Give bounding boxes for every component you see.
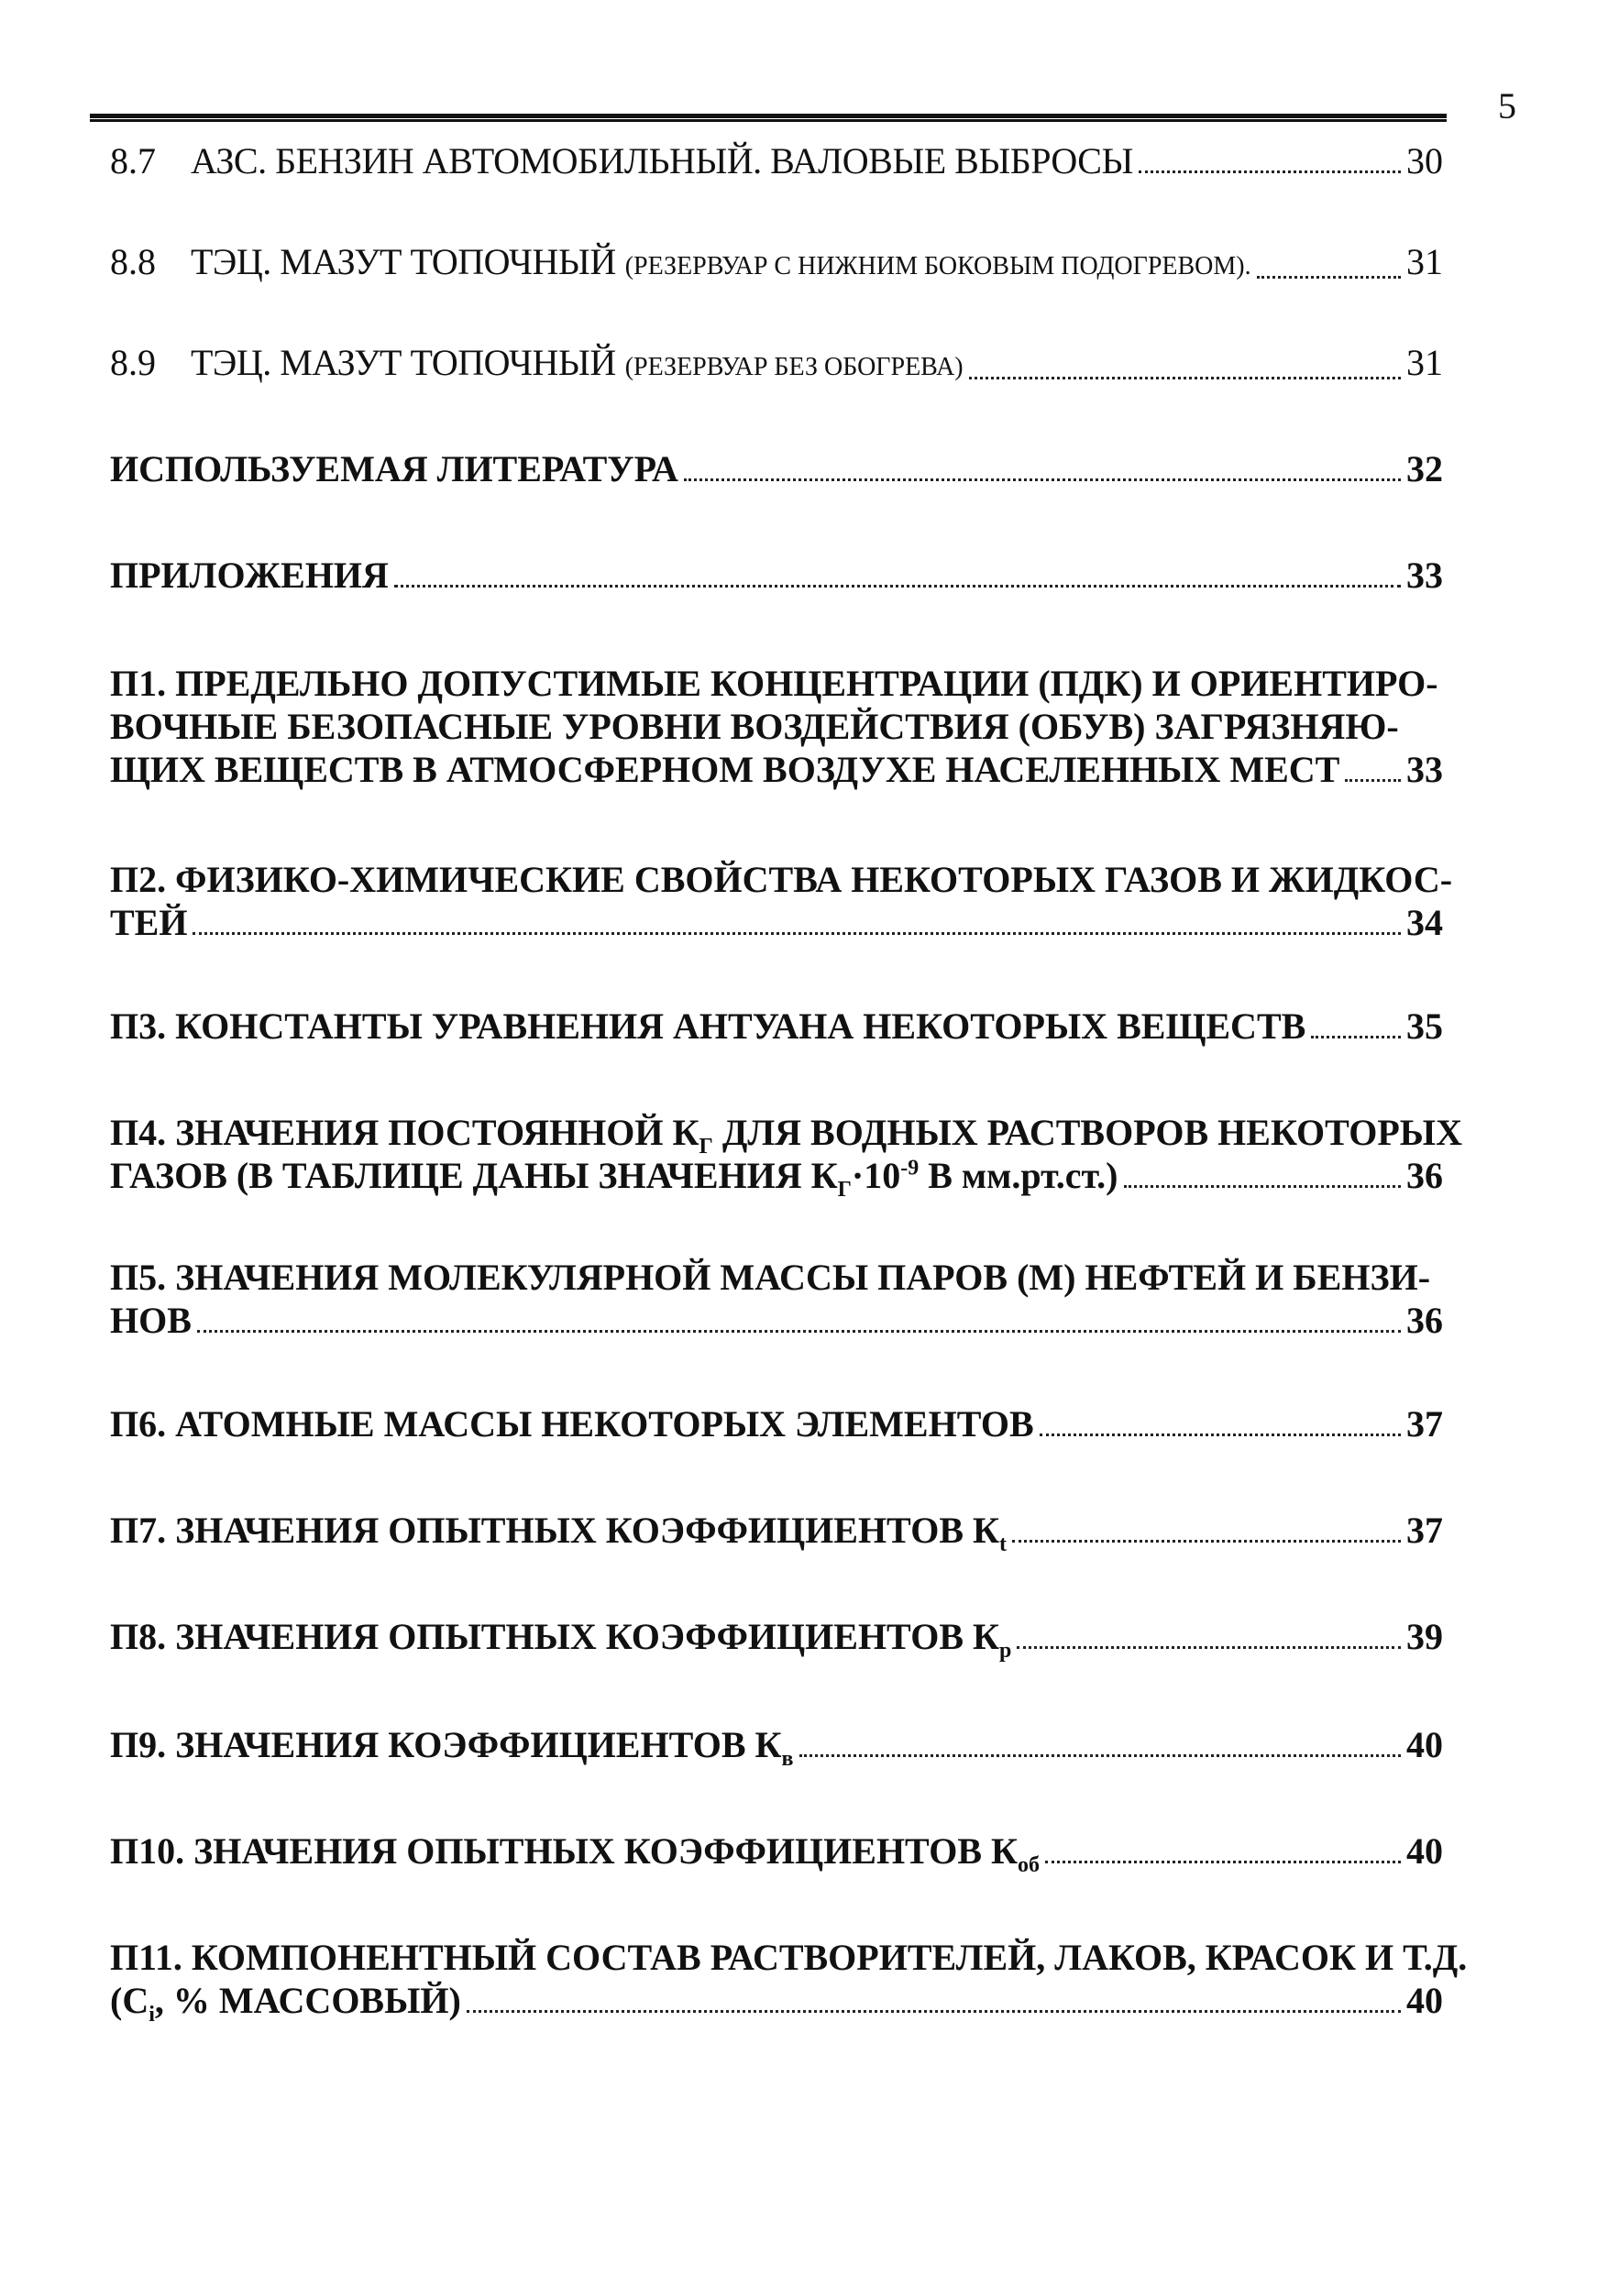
toc-entry-line: П5. ЗНАЧЕНИЯ МОЛЕКУЛЯРНОЙ МАССЫ ПАРОВ (М) НЕФТЕЙ И БЕНЗИ-	[110, 1257, 1431, 1298]
toc-page-number: 33	[1406, 555, 1443, 596]
leader-dots	[467, 2010, 1401, 2013]
toc-entry-p9[interactable]	[110, 1723, 1443, 1771]
toc-entry-number: 8.8	[110, 241, 156, 282]
toc-entry-p11[interactable]	[110, 1936, 1468, 2027]
leader-dots	[1345, 779, 1401, 782]
leader-dots	[1139, 170, 1401, 173]
toc-entry-line: ВОЧНЫЕ БЕЗОПАСНЫЕ УРОВНИ ВОЗДЕЙСТВИЯ (ОБУВ) ЗАГРЯЗНЯЮ-	[110, 706, 1399, 747]
toc-entry-title: П6. АТОМНЫЕ МАССЫ НЕКОТОРЫХ ЭЛЕМЕНТОВ	[110, 1403, 1034, 1445]
toc-entry-title: П10. ЗНАЧЕНИЯ ОПЫТНЫХ КОЭФФИЦИЕНТОВ $К_{об}$	[110, 1830, 1040, 1877]
toc-entry-title: П3. КОНСТАНТЫ УРАВНЕНИЯ АНТУАНА НЕКОТОРЫХ ВЕЩЕСТВ	[110, 1005, 1306, 1047]
toc-page-number: 37	[1406, 1403, 1443, 1445]
header-rule	[90, 114, 1447, 122]
leader-dots	[394, 585, 1401, 588]
toc-entry-p1[interactable]	[110, 662, 1443, 791]
toc-entry-p4[interactable]	[110, 1111, 1462, 1202]
toc-entry-p6[interactable]	[110, 1402, 1443, 1445]
toc-page-number: 34	[1406, 902, 1443, 943]
toc-entry-p10[interactable]	[110, 1829, 1443, 1877]
toc-entry-title: П7. ЗНАЧЕНИЯ ОПЫТНЫХ КОЭФФИЦИЕНТОВ $К_t$	[110, 1510, 1007, 1556]
toc-entry-note: (РЕЗЕРВУАР БЕЗ ОБОГРЕВА)	[624, 353, 964, 381]
toc-entry-p8[interactable]	[110, 1615, 1443, 1663]
toc-entry-title: ТЭЦ. МАЗУТ ТОПОЧНЫЙ	[191, 241, 616, 282]
toc-entry-title: П4. ЗНАЧЕНИЯ ПОСТОЯННОЙ $К_Г$ ДЛЯ ВОДНЫХ РАСТВОРОВ НЕКОТОРЫХ	[110, 1112, 1462, 1159]
toc-entry-p7[interactable]	[110, 1509, 1443, 1556]
leader-dots	[1311, 1036, 1401, 1038]
toc-page-number: 36	[1406, 1155, 1443, 1196]
toc-entry-title: НОВ	[110, 1300, 192, 1341]
leader-dots	[1017, 1646, 1401, 1649]
leader-dots	[799, 1754, 1401, 1757]
toc-page-number: 40	[1406, 1830, 1443, 1872]
toc-entry-title: ТЭЦ. МАЗУТ ТОПОЧНЫЙ	[191, 342, 616, 383]
toc-entry-title: П8. ЗНАЧЕНИЯ ОПЫТНЫХ КОЭФФИЦИЕНТОВ $К_р$	[110, 1616, 1012, 1663]
toc-entry-number: 8.9	[110, 342, 156, 383]
toc-entry-p3[interactable]	[110, 1005, 1443, 1048]
toc-entry-line: П2. ФИЗИКО-ХИМИЧЕСКИЕ СВОЙСТВА НЕКОТОРЫХ ГАЗОВ И ЖИДКОС-	[110, 859, 1453, 900]
toc-page-number: 36	[1406, 1300, 1443, 1341]
toc-page-number: 40	[1406, 1980, 1443, 2021]
toc-entry-note: (РЕЗЕРВУАР С НИЖНИМ БОКОВЫМ ПОДОГРЕВОМ).	[624, 252, 1251, 280]
toc-entry-title: ГАЗОВ (В ТАБЛИЦЕ ДАНЫ ЗНАЧЕНИЯ $К_Г\cdot 10^{-9}$ В мм.рт.ст.)	[110, 1155, 1118, 1202]
toc-entry-title: ЩИХ ВЕЩЕСТВ В АТМОСФЕРНОМ ВОЗДУХЕ НАСЕЛЕННЫХ МЕСТ	[110, 749, 1340, 790]
toc-page-number: 31	[1406, 342, 1443, 383]
toc-page-number: 40	[1406, 1724, 1443, 1765]
leader-dots	[684, 478, 1401, 481]
leader-dots	[197, 1330, 1401, 1333]
toc-entry-title: ТЕЙ	[110, 902, 188, 943]
toc-page-number: 39	[1406, 1616, 1443, 1657]
toc-entry-p5[interactable]	[110, 1256, 1443, 1342]
leader-dots	[1257, 276, 1401, 279]
toc-entry-8-7[interactable]	[110, 139, 1443, 182]
toc-page-number: 33	[1406, 749, 1443, 790]
toc-page-number: 37	[1406, 1510, 1443, 1551]
page-number: 5	[1498, 85, 1516, 126]
toc-entry-line: П1. ПРЕДЕЛЬНО ДОПУСТИМЫЕ КОНЦЕНТРАЦИИ (ПДК) И ОРИЕНТИРО-	[110, 663, 1438, 704]
leader-dots	[1124, 1185, 1402, 1188]
toc-page-number: 35	[1406, 1005, 1443, 1047]
toc-page-number: 31	[1406, 241, 1443, 282]
toc-entry-8-8[interactable]	[110, 240, 1443, 288]
toc-entry-appendices[interactable]	[110, 554, 1443, 597]
toc-entry-8-9[interactable]	[110, 341, 1443, 389]
toc-entry-title: ($С_i$, % МАССОВЫЙ)	[110, 1980, 461, 2027]
toc-entry-line: П11. КОМПОНЕНТНЫЙ СОСТАВ РАСТВОРИТЕЛЕЙ, ЛАКОВ, КРАСОК И Т.Д.	[110, 1937, 1468, 1978]
toc-entry-title: АЗС. БЕНЗИН АВТОМОБИЛЬНЫЙ. ВАЛОВЫЕ ВЫБРОСЫ	[191, 140, 1133, 181]
leader-dots	[969, 377, 1401, 379]
toc-entry-title: ИСПОЛЬЗУЕМАЯ ЛИТЕРАТУРА	[110, 448, 678, 489]
toc-entry-literature[interactable]	[110, 447, 1443, 490]
toc-entry-number: 8.7	[110, 140, 156, 181]
toc-page-number: 32	[1406, 448, 1443, 489]
leader-dots	[1040, 1434, 1401, 1436]
leader-dots	[1045, 1861, 1401, 1863]
toc-entry-title: ПРИЛОЖЕНИЯ	[110, 555, 389, 596]
toc-entry-title: П9. ЗНАЧЕНИЯ КОЭФФИЦИЕНТОВ $К_в$	[110, 1724, 794, 1771]
leader-dots	[1012, 1540, 1401, 1543]
leader-dots	[193, 932, 1401, 935]
toc-entry-p2[interactable]	[110, 858, 1453, 944]
toc-page-number: 30	[1406, 140, 1443, 181]
